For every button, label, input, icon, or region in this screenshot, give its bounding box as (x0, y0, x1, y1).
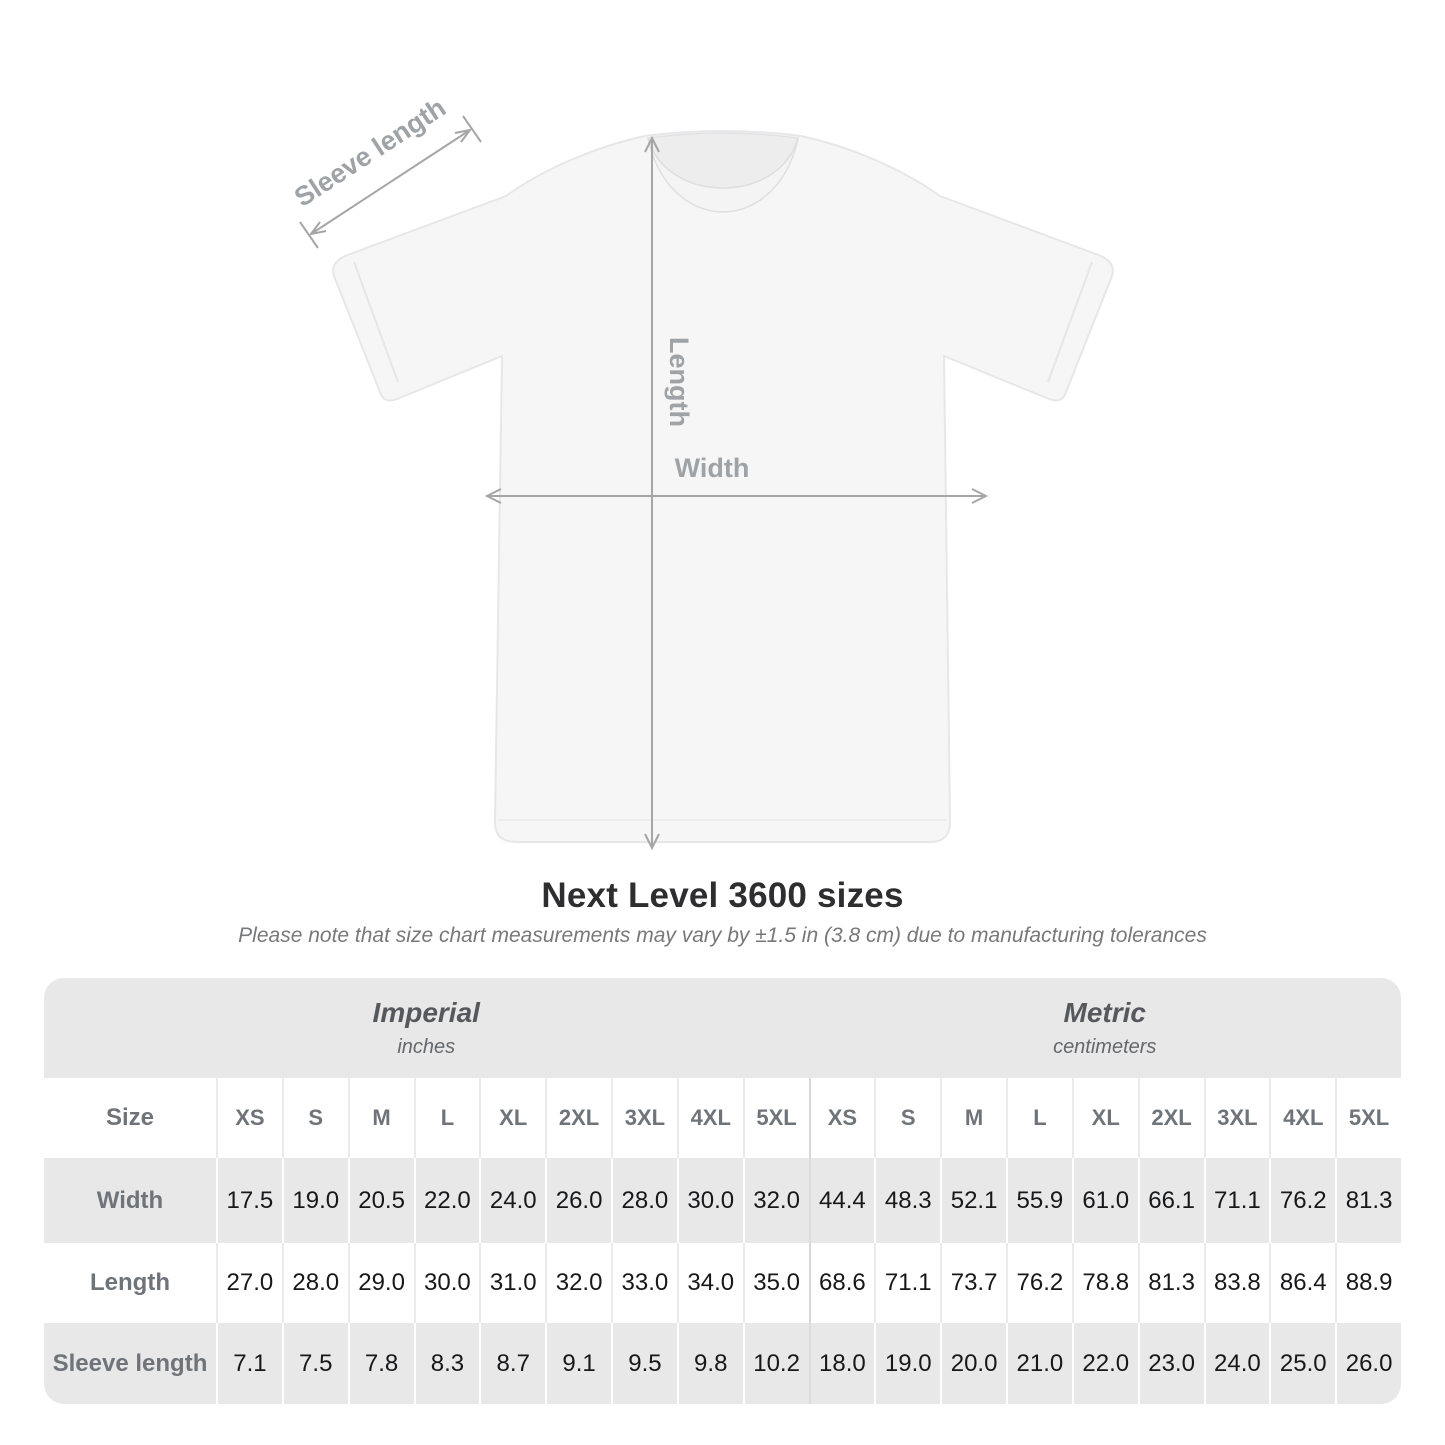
value-cell: 20.0 (940, 1323, 1006, 1404)
value-cell: 86.4 (1269, 1243, 1335, 1323)
value-cell: 19.0 (874, 1323, 940, 1404)
value-cell: 24.0 (1204, 1323, 1270, 1404)
tshirt-illustration (333, 131, 1113, 842)
size-header-imperial-m: M (348, 1078, 414, 1158)
value-cell: 26.0 (545, 1158, 611, 1243)
value-cell: 52.1 (940, 1158, 1006, 1243)
value-cell: 83.8 (1204, 1243, 1270, 1323)
size-header-metric-3xl: 3XL (1204, 1078, 1270, 1158)
value-cell: 9.1 (545, 1323, 611, 1404)
metric-section-header (809, 978, 1402, 1078)
size-header-metric-xl: XL (1072, 1078, 1138, 1158)
value-cell: 78.8 (1072, 1243, 1138, 1323)
value-cell: 81.3 (1138, 1243, 1204, 1323)
value-cell: 28.0 (611, 1158, 677, 1243)
size-header-imperial-2xl: 2XL (545, 1078, 611, 1158)
value-cell: 24.0 (479, 1158, 545, 1243)
size-header-metric-xs: XS (809, 1078, 875, 1158)
value-cell: 81.3 (1335, 1158, 1401, 1243)
value-cell: 23.0 (1138, 1323, 1204, 1404)
value-cell: 25.0 (1269, 1323, 1335, 1404)
size-header-metric-2xl: 2XL (1138, 1078, 1204, 1158)
tolerance-note: Please note that size chart measurements may vary by ±1.5 in (3.8 cm) due to manufacturing tolerances (238, 924, 1207, 947)
value-cell: 21.0 (1006, 1323, 1072, 1404)
value-cell: 71.1 (874, 1243, 940, 1323)
metric-section-title: Metric (1063, 997, 1146, 1028)
size-column-header: Size (105, 1104, 155, 1131)
value-cell: 7.5 (282, 1323, 348, 1404)
page-title: Next Level 3600 sizes (541, 876, 904, 915)
value-cell: 22.0 (1072, 1323, 1138, 1404)
value-cell: 19.0 (282, 1158, 348, 1243)
value-cell: 8.3 (414, 1323, 480, 1404)
value-cell: 76.2 (1269, 1158, 1335, 1243)
length-label: Length (664, 337, 694, 427)
value-cell: 10.2 (743, 1323, 809, 1404)
value-cell: 34.0 (677, 1243, 743, 1323)
size-header-metric-l: L (1006, 1078, 1072, 1158)
value-cell: 29.0 (348, 1243, 414, 1323)
value-cell: 88.9 (1335, 1243, 1401, 1323)
value-cell: 35.0 (743, 1243, 809, 1323)
size-header-metric-s: S (874, 1078, 940, 1158)
size-header-imperial-s: S (282, 1078, 348, 1158)
value-cell: 55.9 (1006, 1158, 1072, 1243)
value-cell: 32.0 (545, 1243, 611, 1323)
value-cell: 9.8 (677, 1323, 743, 1404)
value-cell: 61.0 (1072, 1158, 1138, 1243)
row-label-width: Width (44, 1158, 216, 1243)
size-header-imperial-4xl: 4XL (677, 1078, 743, 1158)
value-cell: 28.0 (282, 1243, 348, 1323)
size-header-metric-4xl: 4XL (1269, 1078, 1335, 1158)
size-table (44, 978, 1401, 1404)
metric-section-unit: centimeters (1053, 1036, 1157, 1058)
value-cell: 32.0 (743, 1158, 809, 1243)
value-cell: 66.1 (1138, 1158, 1204, 1243)
value-cell: 7.1 (216, 1323, 282, 1404)
value-cell: 9.5 (611, 1323, 677, 1404)
value-cell: 30.0 (677, 1158, 743, 1243)
imperial-section-header (44, 978, 809, 1078)
size-header-imperial-5xl: 5XL (743, 1078, 809, 1158)
size-header-metric-m: M (940, 1078, 1006, 1158)
value-cell: 20.5 (348, 1158, 414, 1243)
imperial-section-unit: inches (397, 1036, 456, 1058)
width-label: Width (674, 453, 750, 483)
sleeve-length-label: Sleeve length (289, 92, 452, 213)
imperial-section-title: Imperial (372, 997, 480, 1028)
row-label-sleeve-length: Sleeve length (44, 1323, 216, 1404)
size-header-metric-5xl: 5XL (1335, 1078, 1401, 1158)
value-cell: 17.5 (216, 1158, 282, 1243)
value-cell: 71.1 (1204, 1158, 1270, 1243)
value-cell: 31.0 (479, 1243, 545, 1323)
value-cell: 44.4 (809, 1158, 875, 1243)
value-cell: 27.0 (216, 1243, 282, 1323)
value-cell: 48.3 (874, 1158, 940, 1243)
value-cell: 30.0 (414, 1243, 480, 1323)
size-header-imperial-l: L (414, 1078, 480, 1158)
value-cell: 18.0 (809, 1323, 875, 1404)
size-header-imperial-3xl: 3XL (611, 1078, 677, 1158)
value-cell: 76.2 (1006, 1243, 1072, 1323)
value-cell: 73.7 (940, 1243, 1006, 1323)
row-label-length: Length (90, 1269, 170, 1296)
value-cell: 22.0 (414, 1158, 480, 1243)
value-cell: 7.8 (348, 1323, 414, 1404)
size-header-imperial-xs: XS (216, 1078, 282, 1158)
value-cell: 68.6 (809, 1243, 875, 1323)
value-cell: 8.7 (479, 1323, 545, 1404)
size-header-imperial-xl: XL (479, 1078, 545, 1158)
value-cell: 33.0 (611, 1243, 677, 1323)
value-cell: 26.0 (1335, 1323, 1401, 1404)
